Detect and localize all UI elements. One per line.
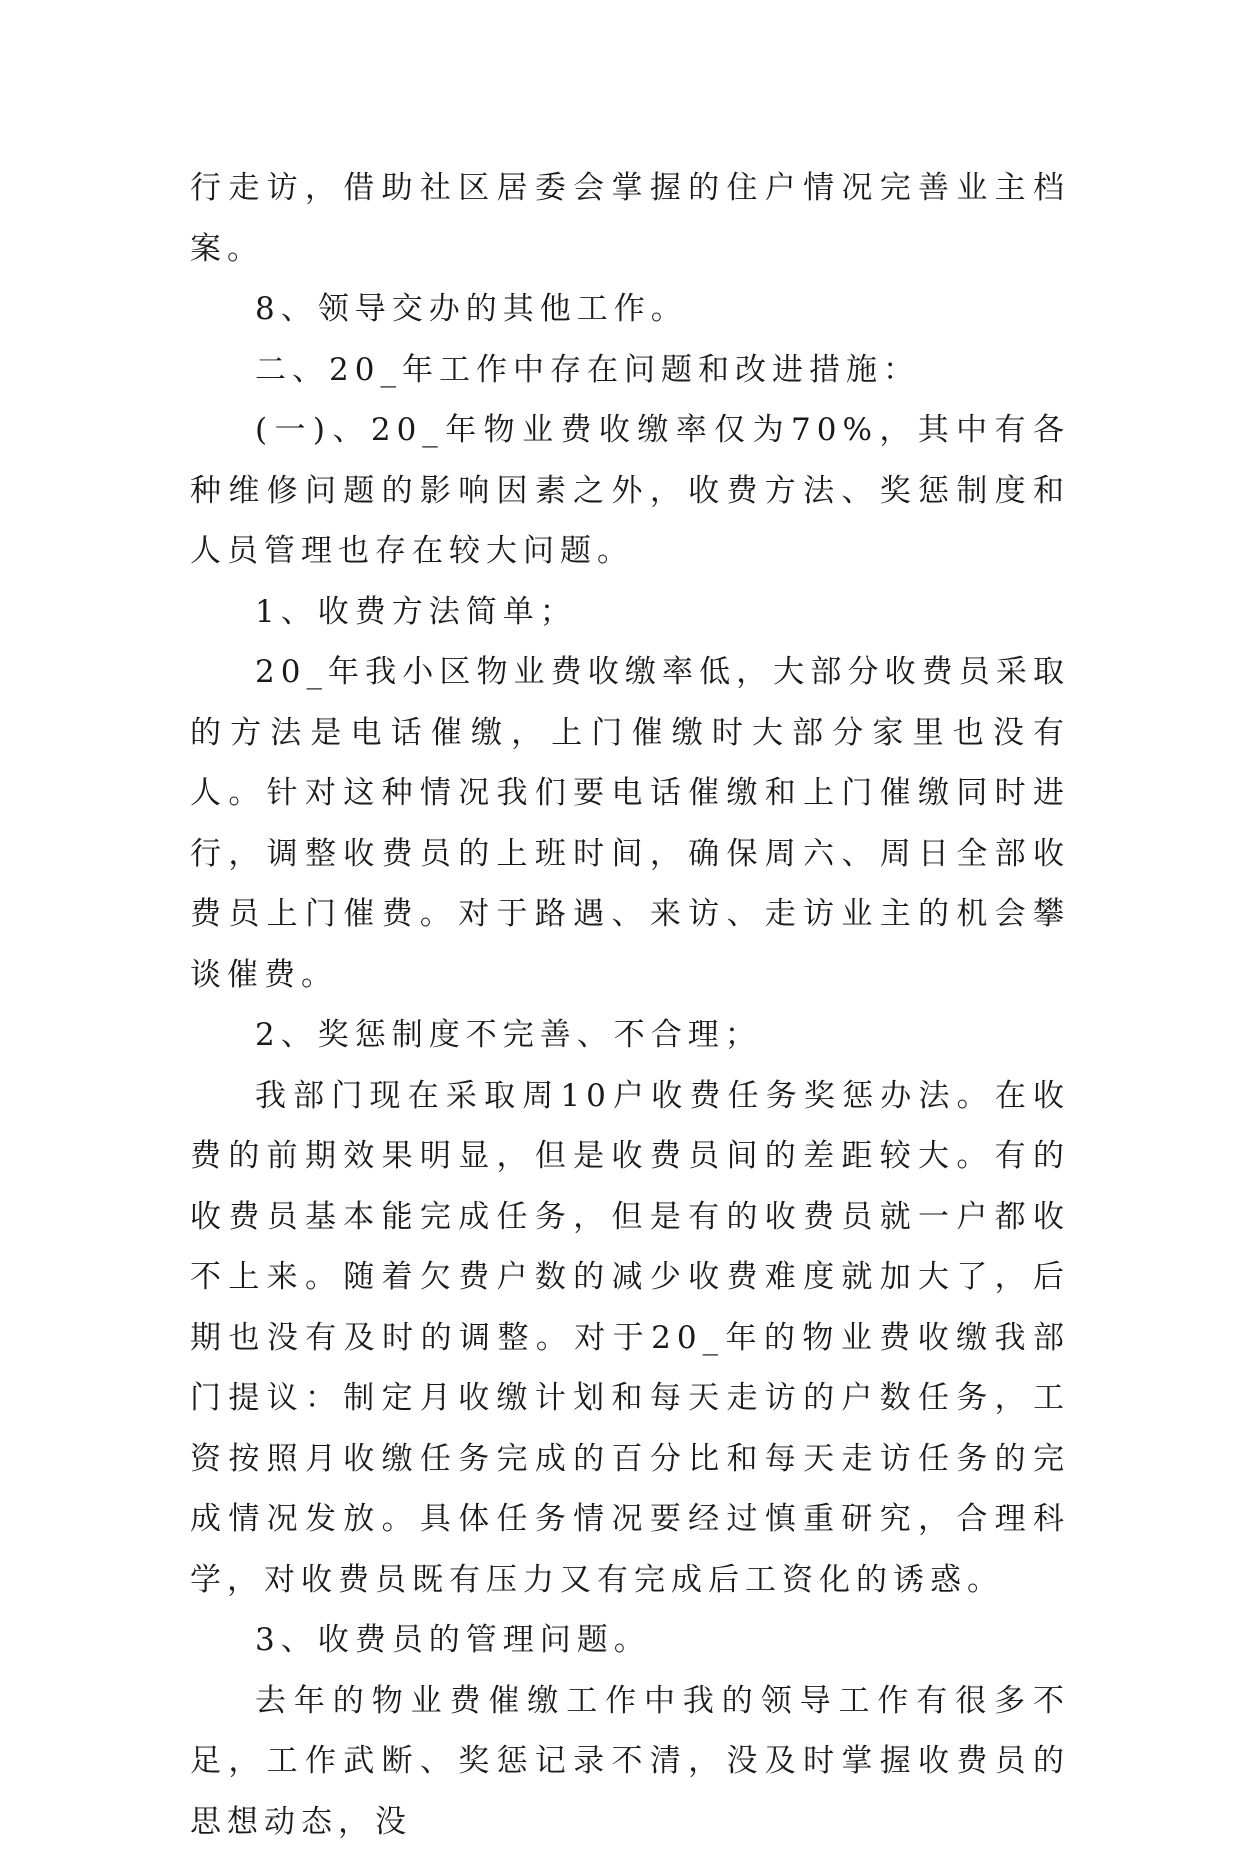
document-body [190,158,1070,1852]
paragraph-subsection-1: (一)、20_年物业费收缴率仅为70%，其中有各种维修问题的影响因素之外，收费方法、奖惩制度和人员管理也存在较大问题。 [190,400,1070,582]
subheading-2: 2、奖惩制度不完善、不合理； [190,1005,1070,1066]
paragraph-item-8: 8、领导交办的其他工作。 [190,279,1070,340]
subheading-1: 1、收费方法简单； [190,582,1070,643]
section-heading-2: 二、20_年工作中存在问题和改进措施： [190,340,1070,401]
paragraph-continuation: 行走访，借助社区居委会掌握的住户情况完善业主档案。 [190,158,1070,279]
paragraph-reward-system: 我部门现在采取周10户收费任务奖惩办法。在收费的前期效果明显，但是收费员间的差距较大。有的收费员基本能完成任务，但是有的收费员就一户都收不上来。随着欠费户数的减少收费难度就加大了，后期也没有及时的调整。对于20_年的物业费收缴我部门提议：制定月收缴计划和每天走访的户数任务，工资按照月收缴任务完成的百分比和每天走访任务的完成情况发放。具体任务情况要经过慎重研究，合理科学，对收费员既有压力又有完成后工资化的诱惑。 [190,1066,1070,1611]
paragraph-management: 去年的物业费催缴工作中我的领导工作有很多不足，工作武断、奖惩记录不清，没及时掌握收费员的思想动态，没 [190,1671,1070,1852]
subheading-3: 3、收费员的管理问题。 [190,1610,1070,1671]
paragraph-collection-method: 20_年我小区物业费收缴率低，大部分收费员采取的方法是电话催缴，上门催缴时大部分家里也没有人。针对这种情况我们要电话催缴和上门催缴同时进行，调整收费员的上班时间，确保周六、周日全部收费员上门催费。对于路遇、来访、走访业主的机会攀谈催费。 [190,642,1070,1005]
